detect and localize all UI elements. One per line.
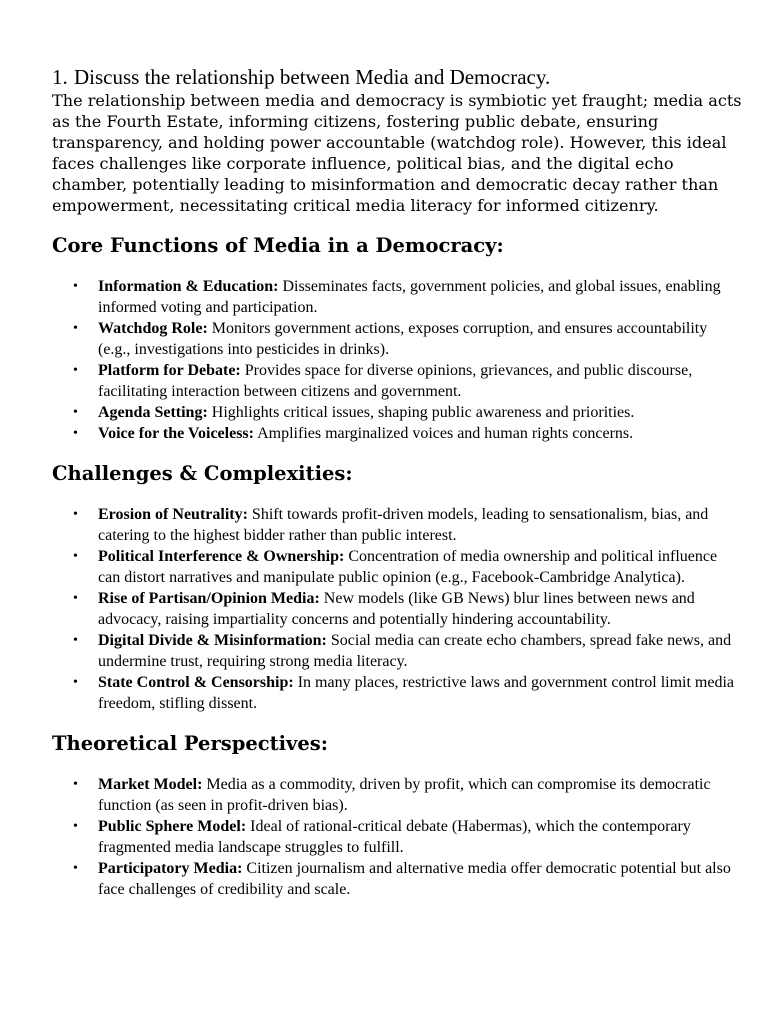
question-heading	[52, 64, 742, 90]
bullet-icon: •	[73, 507, 78, 522]
list-item	[52, 402, 742, 423]
list-item-text: Concentration of media ownership and political influence can distort narratives and manipulate public opinion (e.g., Facebook-Cambridge Analytica).	[98, 548, 718, 586]
list-item	[52, 672, 742, 714]
document-page	[52, 64, 742, 900]
list-item	[52, 546, 742, 588]
list-item-term: Watchdog Role:	[98, 320, 208, 337]
list-item-text: Citizen journalism and alternative media offer democratic potential but also face challenges of credibility and scale.	[98, 860, 731, 898]
bullet-icon: •	[73, 675, 78, 690]
bullet-icon: •	[73, 861, 78, 876]
list-item-term: Public Sphere Model:	[98, 818, 247, 835]
bullet-icon: •	[73, 405, 78, 420]
list-item-term: Rise of Partisan/Opinion Media:	[98, 590, 320, 607]
bullet-list	[52, 504, 742, 714]
list-item-term: Erosion of Neutrality:	[98, 506, 248, 523]
list-item-text: Disseminates facts, government policies, and global issues, enabling informed voting and participation.	[98, 278, 721, 316]
question-text: Discuss the relationship between Media and Democracy.	[74, 65, 551, 89]
list-item	[52, 504, 742, 546]
list-item-text: Ideal of rational-critical debate (Habermas), which the contemporary fragmented media landscape struggles to fulfill.	[98, 818, 691, 856]
intro-paragraph: The relationship between media and democracy is symbiotic yet fraught; media acts as the Fourth Estate, informing citizens, fostering public debate, ensuring transparency, and holding power accountable (watchdog role). However, this ideal faces challenges like corporate influence, political bias, and the digital echo chamber, potentially leading to misinformation and democratic decay rather than empowerment, necessitating critical media literacy for informed citizenry.	[52, 91, 742, 215]
bullet-icon: •	[73, 321, 78, 336]
list-item	[52, 774, 742, 816]
bullet-icon: •	[73, 549, 78, 564]
bullet-list	[52, 774, 742, 900]
list-item	[52, 318, 742, 360]
core-functions-section	[52, 234, 742, 444]
list-item-text: Monitors government actions, exposes corruption, and ensures accountability (e.g., investigations into pesticides in drinks).	[98, 320, 708, 358]
list-item-term: State Control & Censorship:	[98, 674, 294, 691]
bullet-icon: •	[73, 777, 78, 792]
list-item-term: Market Model:	[98, 776, 203, 793]
list-item-text: Shift towards profit-driven models, leading to sensationalism, bias, and catering to the highest bidder rather than public interest.	[98, 506, 709, 544]
list-item-text: Highlights critical issues, shaping public awareness and priorities.	[207, 404, 635, 421]
bullet-icon: •	[73, 426, 78, 441]
bullet-icon: •	[73, 633, 78, 648]
list-item-text: Media as a commodity, driven by profit, which can compromise its democratic function (as seen in profit-driven bias).	[98, 776, 711, 814]
bullet-icon: •	[73, 363, 78, 378]
bullet-icon: •	[73, 591, 78, 606]
question-number: 1.	[52, 65, 68, 89]
list-item-term: Political Interference & Ownership:	[98, 548, 345, 565]
list-item-text: In many places, restrictive laws and government control limit media freedom, stifling dissent.	[98, 674, 735, 712]
list-item	[52, 858, 742, 900]
list-item	[52, 423, 742, 444]
list-item-term: Information & Education:	[98, 278, 279, 295]
section-heading: Theoretical Perspectives:	[52, 732, 328, 755]
list-item-text: Amplifies marginalized voices and human rights concerns.	[253, 425, 634, 442]
bullet-list	[52, 276, 742, 444]
bullet-icon: •	[73, 279, 78, 294]
list-item	[52, 360, 742, 402]
list-item-term: Participatory Media:	[98, 860, 243, 877]
section-heading: Core Functions of Media in a Democracy:	[52, 234, 504, 257]
list-item	[52, 588, 742, 630]
theoretical-perspectives-section	[52, 732, 742, 900]
list-item-term: Agenda Setting:	[98, 404, 208, 421]
list-item	[52, 276, 742, 318]
section-heading: Challenges & Complexities:	[52, 462, 353, 485]
list-item-text: New models (like GB News) blur lines between news and advocacy, raising impartiality concerns and potentially hindering accountability.	[98, 590, 695, 628]
list-item	[52, 816, 742, 858]
list-item	[52, 630, 742, 672]
challenges-section	[52, 462, 742, 714]
list-item-text: Social media can create echo chambers, spread fake news, and undermine trust, requiring strong media literacy.	[98, 632, 732, 670]
bullet-icon: •	[73, 819, 78, 834]
list-item-term: Platform for Debate:	[98, 362, 241, 379]
list-item-term: Voice for the Voiceless:	[98, 425, 254, 442]
sections-container	[52, 234, 742, 900]
list-item-term: Digital Divide & Misinformation:	[98, 632, 327, 649]
list-item-text: Provides space for diverse opinions, grievances, and public discourse, facilitating interaction between citizens and government.	[98, 362, 693, 400]
